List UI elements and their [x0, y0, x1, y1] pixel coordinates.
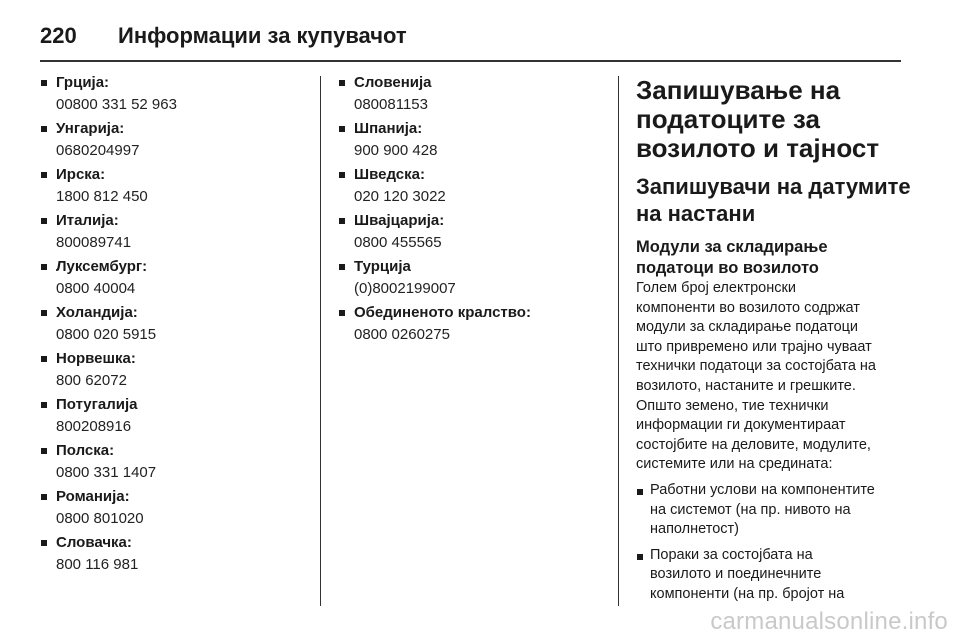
text-line: системите или на средината:	[636, 456, 833, 473]
contact-entry	[40, 164, 310, 210]
phone-number: 0680204997	[56, 142, 140, 159]
country-name	[40, 72, 310, 94]
phone-number: 0800 455565	[354, 234, 442, 251]
text-line: што привремено или трајно чуваат	[636, 338, 872, 355]
header-divider	[40, 60, 901, 62]
text-line: информации ги документираат	[636, 417, 846, 434]
contact-entry	[40, 394, 310, 440]
country-label: Холандија:	[56, 304, 138, 321]
country-name	[40, 486, 310, 508]
contact-column-1	[40, 72, 310, 578]
text-line: наполнетост)	[650, 521, 739, 538]
country-name	[338, 302, 608, 324]
square-bullet-icon	[41, 310, 47, 316]
square-bullet-icon	[41, 448, 47, 454]
country-name	[40, 210, 310, 232]
phone-number: 900 900 428	[354, 142, 438, 159]
phone-number: 800 62072	[56, 372, 127, 389]
country-label: Унгарија:	[56, 120, 125, 137]
page-title: Информации за купувачот	[118, 23, 407, 48]
text-line: Модули за складирање	[636, 238, 828, 256]
country-label: Полска:	[56, 442, 115, 459]
square-bullet-icon	[41, 540, 47, 546]
country-name	[40, 440, 310, 462]
phone-number: 0800 020 5915	[56, 326, 157, 343]
phone-number: 1800 812 450	[56, 188, 148, 205]
bullet-item	[636, 481, 920, 540]
square-bullet-icon	[41, 356, 47, 362]
phone-number: 800 116 981	[56, 556, 139, 573]
square-bullet-icon	[339, 218, 345, 224]
contact-entry	[40, 486, 310, 532]
watermark: carmanualsonline.info	[710, 608, 948, 635]
text-line: податоците за	[636, 104, 820, 134]
contact-entry	[40, 440, 310, 486]
country-label: Грција:	[56, 74, 110, 91]
text-line: модули за складирање податоци	[636, 319, 859, 336]
text-line: компоненти (на пр. бројот на	[650, 585, 845, 602]
sub-subsection-heading	[636, 237, 920, 279]
text-line: на системот (на пр. нивото на	[650, 501, 851, 518]
phone-number: 0800 331 1407	[56, 464, 157, 481]
phone-number: 800208916	[56, 418, 132, 435]
country-label: Норвешка:	[56, 350, 136, 367]
contact-column-2	[338, 72, 608, 348]
column-divider-2	[618, 76, 619, 606]
square-bullet-icon	[41, 126, 47, 132]
square-bullet-icon	[339, 264, 345, 270]
country-name	[338, 118, 608, 140]
text-line: на настани	[636, 201, 756, 226]
bullet-item	[636, 546, 920, 605]
contact-entry	[338, 72, 608, 118]
phone-number: 080081153	[354, 96, 428, 113]
page-header	[40, 14, 920, 58]
phone-number: 00800 331 52 963	[56, 96, 177, 113]
country-name	[338, 72, 608, 94]
text-line: возилото, настаните и грешките.	[636, 377, 856, 394]
text-line: Работни услови на компонентите	[650, 481, 875, 498]
square-bullet-icon	[637, 554, 643, 560]
column-divider-1	[320, 76, 321, 606]
page-number: 220	[40, 23, 77, 48]
body-paragraph	[636, 279, 920, 475]
contact-entry	[40, 256, 310, 302]
text-line: Запишувачи на датумите	[636, 174, 911, 199]
country-name	[40, 394, 310, 416]
country-name	[338, 164, 608, 186]
subsection-heading	[636, 173, 920, 227]
text-line: возилото и поединечните	[650, 566, 822, 583]
square-bullet-icon	[41, 80, 47, 86]
country-label: Турција	[354, 258, 411, 275]
contact-entry	[338, 118, 608, 164]
article-column	[636, 72, 920, 605]
phone-number: (0)8002199007	[354, 280, 456, 297]
text-line: состојбите на деловите, модулите,	[636, 436, 871, 453]
square-bullet-icon	[41, 402, 47, 408]
text-line: возилото и тајност	[636, 133, 880, 163]
text-line: технички податоци за состојбата на	[636, 358, 876, 375]
square-bullet-icon	[41, 172, 47, 178]
country-label: Словачка:	[56, 534, 132, 551]
text-line: компоненти во возилото содржат	[636, 299, 860, 316]
phone-number: 0800 801020	[56, 510, 144, 527]
square-bullet-icon	[339, 172, 345, 178]
contact-entry	[40, 210, 310, 256]
contact-entry	[40, 72, 310, 118]
square-bullet-icon	[41, 494, 47, 500]
country-label: Луксембург:	[56, 258, 148, 275]
text-line: Голем број електронски	[636, 280, 796, 296]
square-bullet-icon	[339, 80, 345, 86]
square-bullet-icon	[637, 489, 643, 495]
country-name	[338, 256, 608, 278]
section-heading	[636, 76, 920, 163]
country-label: Шпанија:	[354, 120, 423, 137]
square-bullet-icon	[41, 218, 47, 224]
country-name	[40, 164, 310, 186]
phone-number: 0800 0260275	[354, 326, 450, 343]
country-label: Ирска:	[56, 166, 106, 183]
square-bullet-icon	[41, 264, 47, 270]
contact-entry	[338, 164, 608, 210]
country-label: Швајцарија:	[354, 212, 445, 229]
text-line: Запишување на	[636, 75, 841, 105]
text-line: податоци во возилото	[636, 259, 819, 277]
contact-entry	[338, 302, 608, 348]
phone-number: 020 120 3022	[354, 188, 446, 205]
phone-number: 0800 40004	[56, 280, 136, 297]
country-name	[40, 302, 310, 324]
contact-entry	[40, 532, 310, 578]
country-name	[40, 348, 310, 370]
country-name	[40, 256, 310, 278]
country-label: Обединеното кралство:	[354, 304, 531, 321]
contact-entry	[40, 302, 310, 348]
contact-entry	[40, 118, 310, 164]
country-label: Романија:	[56, 488, 130, 505]
country-label: Словенија	[354, 74, 432, 91]
country-name	[40, 118, 310, 140]
contact-entry	[40, 348, 310, 394]
phone-number: 800089741	[56, 234, 132, 251]
bullet-list	[636, 481, 920, 605]
country-name	[40, 532, 310, 554]
contact-entry	[338, 256, 608, 302]
square-bullet-icon	[339, 310, 345, 316]
contact-entry	[338, 210, 608, 256]
text-line: Пораки за состојбата на	[650, 546, 813, 563]
country-label: Италија:	[56, 212, 119, 229]
country-name	[338, 210, 608, 232]
country-label: Шведска:	[354, 166, 425, 183]
country-label: Потугалија	[56, 396, 138, 413]
text-line: Општо земено, тие технички	[636, 397, 829, 414]
square-bullet-icon	[339, 126, 345, 132]
